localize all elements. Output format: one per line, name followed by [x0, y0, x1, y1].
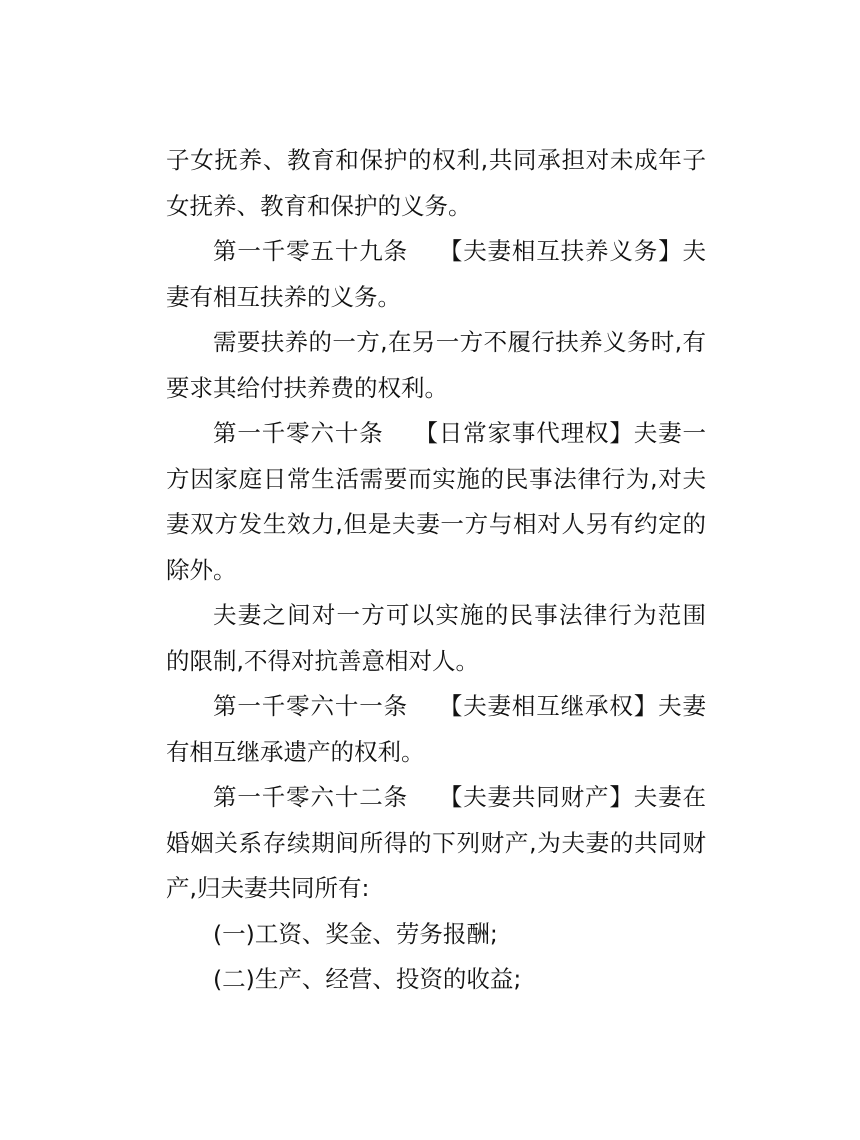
paragraph-text: 需要扶养的一方,在另一方不履行扶养义务时,有要求其给付扶养费的权利。	[166, 328, 706, 402]
article-1059	[166, 229, 706, 320]
document-body	[166, 138, 706, 1003]
article-title: 【夫妻相互继承权】	[437, 692, 659, 720]
article-number: 第一千零五十九条	[213, 237, 408, 265]
article-text: 夫妻一方因家庭日常生活需要而实施的民事法律行为,对夫妻双方发生效力,但是夫妻一方与相对人另有约定的除外。	[166, 419, 707, 584]
article-text: 夫妻在婚姻关系存续期间所得的下列财产,为夫妻的共同财产,归夫妻共同所有:	[166, 783, 707, 902]
article-title: 【日常家事代理权】	[413, 419, 634, 447]
article-1060	[166, 411, 706, 593]
paragraph-continuation	[166, 138, 706, 229]
article-title: 【夫妻相互扶养义务】	[437, 237, 683, 265]
article-title: 【夫妻共同财产】	[437, 783, 634, 811]
article-number: 第一千零六十条	[213, 419, 384, 447]
article-number: 第一千零六十二条	[213, 783, 408, 811]
list-item-income	[166, 957, 706, 1003]
article-number: 第一千零六十一条	[213, 692, 408, 720]
paragraph-text: 夫妻之间对一方可以实施的民事法律行为范围的限制,不得对抗善意相对人。	[166, 601, 706, 675]
list-item-text: (二)生产、经营、投资的收益;	[213, 965, 522, 993]
paragraph-text: 子女抚养、教育和保护的权利,共同承担对未成年子女抚养、教育和保护的义务。	[166, 146, 706, 220]
article-1062	[166, 775, 706, 912]
article-1061	[166, 684, 706, 775]
paragraph-agency-limit	[166, 593, 706, 684]
list-item-wages	[166, 912, 706, 958]
article-text: 夫妻有相互扶养的义务。	[166, 237, 707, 311]
list-item-text: (一)工资、奖金、劳务报酬;	[213, 919, 498, 948]
article-text: 夫妻有相互继承遗产的权利。	[166, 692, 707, 766]
paragraph-support-fee	[166, 320, 706, 411]
